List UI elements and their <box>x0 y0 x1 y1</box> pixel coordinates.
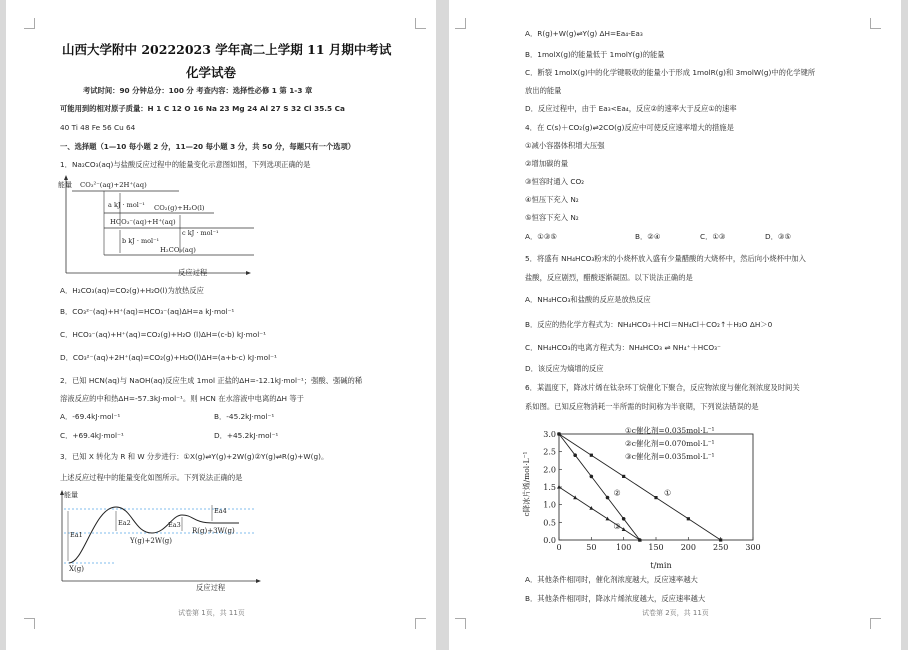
option: A．-69.4kJ·mol⁻¹ <box>60 412 121 421</box>
y-tick-label: 2.5 <box>543 447 556 457</box>
option: A．NH₄HCO₃和盐酸的反应是放热反应 <box>525 295 651 304</box>
legend-entry: ③c催化剂=0.035mol·L⁻¹ <box>625 452 715 461</box>
option: A．R(g)+W(g)⇌Y(g) ΔH=Ea₄-Ea₃ <box>525 29 643 38</box>
option: A．其他条件相同时，催化剂浓度越大，反应速率越大 <box>525 575 698 584</box>
option: D．CO₃²⁻(aq)+2H⁺(aq)=CO₂(g)+H₂O(l)ΔH=(a+b-c) kJ·mol⁻¹ <box>60 353 277 362</box>
option: B．-45.2kJ·mol⁻¹ <box>214 412 275 421</box>
concentration-chart <box>521 414 771 572</box>
x-tick-label: 200 <box>680 543 696 552</box>
question-stem: 3．已知 X 转化为 R 和 W 分步进行：①X(g)⇌Y(g)+2W(g)②Y(g)⇌R(g)+W(g)。 <box>60 452 329 461</box>
crop-mark <box>455 18 466 29</box>
crop-mark <box>24 18 35 29</box>
level-label: X(g) <box>69 565 84 573</box>
chart-axes <box>559 434 753 540</box>
page-1 <box>6 0 436 650</box>
series-lines <box>559 434 721 540</box>
data-point <box>687 517 690 520</box>
energy-label: Ea2 <box>118 519 131 527</box>
option: B．1molX(g)的能量低于 1molY(g)的能量 <box>525 50 665 59</box>
option: D．反应过程中，由于 Ea₃<Ea₄，反应②的速率大于反应①的速率 <box>525 104 737 113</box>
page-2 <box>449 0 901 650</box>
data-point <box>622 517 626 521</box>
data-point <box>622 475 625 478</box>
crop-mark <box>455 618 466 629</box>
data-point <box>654 496 657 499</box>
question-stem: 6．某温度下，降冰片烯在钛杂环丁烷催化下聚合，反应物浓度与催化剂浓度及时间关 <box>525 383 800 392</box>
data-point <box>590 454 593 457</box>
page-footer: 试卷第 1页，共 11页 <box>178 609 245 617</box>
crop-mark <box>870 618 881 629</box>
energy-label: a kJ · mol⁻¹ <box>108 201 145 209</box>
atomic-mass-line: 40 Ti 48 Fe 56 Cu 64 <box>60 123 136 132</box>
y-tick-label: 3.0 <box>543 430 556 439</box>
y-axis-label: c降冰片烯/mol·L⁻¹ <box>522 451 531 517</box>
option: A．①③⑤ <box>525 232 557 241</box>
data-point <box>589 506 593 510</box>
y-tick-label: 1.0 <box>543 500 556 510</box>
energy-label: c kJ · mol⁻¹ <box>182 229 219 237</box>
y-tick-label: 0.0 <box>543 536 556 545</box>
y-tick-label: 1.5 <box>543 483 556 492</box>
option: C．断裂 1molX(g)中的化学键吸收的能量小于形成 1molR(g)和 3molW(g)中的化学键所 <box>525 68 816 77</box>
question-stem: 1．Na₂CO₃(aq)与盐酸反应过程中的能量变化示意图如图，下列选项正确的是 <box>60 160 311 169</box>
exam-title: 山西大学附中 20222023 学年高二上学期 11 月期中考试 <box>62 42 392 57</box>
x-axis-label: t/min <box>650 561 672 570</box>
level-label: Y(g)+2W(g) <box>130 537 173 545</box>
level-label: CO₃²⁻(aq)+2H⁺(aq) <box>80 181 147 189</box>
option: A．H₂CO₃(aq)=CO₂(g)+H₂O(l)为放热反应 <box>60 286 204 295</box>
question-stem: 盐酸，反应剧烈，醋酸逐渐凝固。以下说法正确的是 <box>525 273 693 282</box>
option: C．①③ <box>700 232 726 241</box>
series-line-1 <box>559 434 721 540</box>
series-line-3 <box>559 487 640 540</box>
energy-label: Ea4 <box>214 507 227 515</box>
energy-diagram-q1 <box>54 173 254 281</box>
series-line-2 <box>559 434 640 540</box>
x-ticks <box>556 537 760 552</box>
crop-mark <box>415 618 426 629</box>
list-item: ①减小容器体积增大压强 <box>525 141 605 150</box>
energy-label: Ea3 <box>168 521 181 529</box>
crop-mark <box>24 618 35 629</box>
list-item: ④恒压下充入 N₂ <box>525 195 579 204</box>
option: C．+69.4kJ·mol⁻¹ <box>60 431 124 440</box>
x-tick-label: 150 <box>648 543 664 552</box>
list-item: ⑤恒容下充入 N₂ <box>525 213 579 222</box>
x-tick-label: 50 <box>586 543 597 552</box>
series-label: ③ <box>613 521 621 531</box>
y-tick-label: 2.0 <box>543 465 556 475</box>
option: B．CO₃²⁻(aq)+H⁺(aq)=HCO₃⁻(aq)ΔH=a kJ·mol⁻¹ <box>60 307 235 316</box>
data-point <box>590 475 594 479</box>
energy-diagram-q3 <box>54 487 264 593</box>
data-point <box>622 527 626 531</box>
section-heading: 一、选择题（1—10 每小题 2 分，11—20 每小题 3 分，共 50 分，每题只有一个选项） <box>60 142 356 151</box>
data-point <box>606 496 610 500</box>
option: B．其他条件相同时，降冰片烯浓度越大，反应速率越大 <box>525 594 706 603</box>
series-label: ② <box>613 488 621 498</box>
level-label: CO₂(g)+H₂O(l) <box>154 204 205 212</box>
question-stem: 系如图。已知反应物消耗一半所需的时间称为半衰期，下列说法错误的是 <box>525 402 759 411</box>
plot-frame <box>559 434 753 540</box>
x-tick-label: 250 <box>713 543 729 552</box>
option: D．该反应为熵增的反应 <box>525 364 604 373</box>
question-stem: 4．在 C(s)＋CO₂(g)⇌2CO(g)反应中可使反应速率增大的措施是 <box>525 123 734 132</box>
energy-label: Ea1 <box>70 531 83 539</box>
data-point <box>573 495 577 499</box>
atomic-mass-line: 可能用到的相对原子质量：H 1 C 12 O 16 Na 23 Mg 24 Al 27 S 32 Cl 35.5 Ca <box>60 104 345 113</box>
page-footer: 试卷第 2页，共 11页 <box>642 609 709 617</box>
question-stem: 溶液反应的中和热ΔH=-57.3kJ·mol⁻¹。则 HCN 在水溶液中电离的ΔH 等于 <box>60 394 304 403</box>
list-item: ②增加碳的量 <box>525 159 569 168</box>
question-stem: 2．已知 HCN(aq)与 NaOH(aq)反应生成 1mol 正盐的ΔH=-12.1kJ·mol⁻¹；强酸、强碱的稀 <box>60 376 363 385</box>
axis-label: 能量 <box>64 491 78 499</box>
y-tick-label: 0.5 <box>543 518 556 528</box>
x-tick-label: 0 <box>556 543 562 552</box>
level-label: HCO₃⁻(aq)+H⁺(aq) <box>110 218 176 226</box>
legend-entry: ①c催化剂=0.035mol·L⁻¹ <box>625 426 715 435</box>
exam-subtitle: 化学试卷 <box>186 65 237 80</box>
crop-mark <box>870 18 881 29</box>
x-tick-label: 300 <box>745 543 761 552</box>
axis-label: 能量 <box>58 181 72 189</box>
data-point <box>573 453 577 457</box>
crop-mark <box>415 18 426 29</box>
data-point <box>719 538 722 541</box>
exam-info: 考试时间：90 分钟总分：100 分 考查内容：选择性必修 1 第 1-3 章 <box>83 86 313 95</box>
option: D．+45.2kJ·mol⁻¹ <box>214 431 279 440</box>
level-label: H₂CO₃(aq) <box>160 246 196 254</box>
question-stem: 5．将盛有 NH₄HCO₃粉末的小烧杯放入盛有少量醋酸的大烧杯中，然后向小烧杯中加入 <box>525 254 806 263</box>
legend-entry: ②c催化剂=0.070mol·L⁻¹ <box>625 439 715 448</box>
axis-label: 反应过程 <box>196 583 226 592</box>
level-label: R(g)+3W(g) <box>192 527 235 535</box>
energy-label: b kJ · mol⁻¹ <box>122 237 160 245</box>
question-stem: 上述反应过程中的能量变化如图所示。下列说法正确的是 <box>60 473 243 482</box>
option: D．③⑤ <box>765 232 791 241</box>
x-tick-label: 100 <box>616 543 632 552</box>
data-point <box>557 432 561 436</box>
option: B．②④ <box>635 232 661 241</box>
option: C．NH₄HCO₃的电离方程式为：NH₄HCO₃ ⇌ NH₄⁺＋HCO₃⁻ <box>525 343 721 352</box>
option: B．反应的热化学方程式为：NH₄HCO₃＋HCl＝NH₄Cl＋CO₂↑＋H₂O ΔH＞0 <box>525 320 773 329</box>
series-label: ① <box>664 488 672 498</box>
option: 放出的能量 <box>525 86 562 95</box>
data-point <box>606 517 610 521</box>
chart-legend <box>625 425 715 461</box>
axis-label: 反应过程 <box>178 268 208 277</box>
list-item: ③恒容时通入 CO₂ <box>525 177 585 186</box>
option: C．HCO₃⁻(aq)+H⁺(aq)=CO₂(g)+H₂O (l)ΔH=(c-b) kJ·mol⁻¹ <box>60 330 267 339</box>
